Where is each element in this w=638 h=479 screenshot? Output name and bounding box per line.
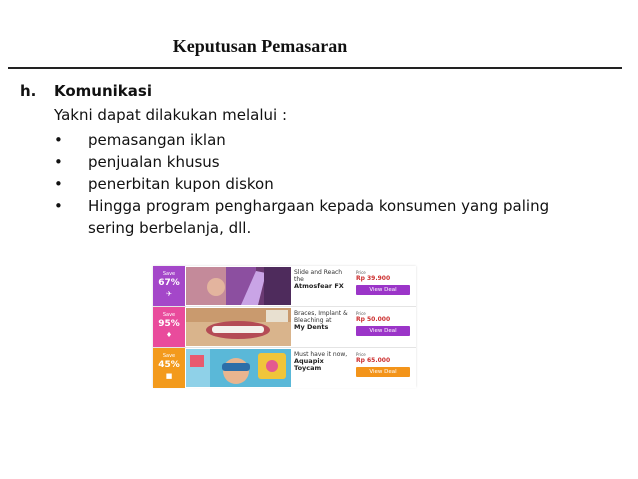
deal-row xyxy=(153,266,416,307)
save-badge: Save 45% ■ xyxy=(153,348,185,388)
camera-icon: ■ xyxy=(165,372,173,380)
title-divider xyxy=(8,67,622,69)
section-label: h. xyxy=(20,82,37,100)
deal-photo xyxy=(186,349,291,387)
deal-description: Braces, Implant & Bleaching at My Dents xyxy=(294,310,348,331)
view-deal-button: View Deal xyxy=(356,367,410,377)
deal-price-block: Price Rp 50.000 View Deal xyxy=(356,311,414,336)
deal-description: Must have it now, Aquapix Toycam xyxy=(294,351,348,372)
bullet-item: • pemasangan iklan xyxy=(54,131,226,149)
bullet-item: • Hingga program penghargaan kepada konsumen yang paling sering berbelanja, dll. xyxy=(54,197,550,237)
bullet-item: • penjualan khusus xyxy=(54,153,220,171)
deal-price-block: Price Rp 65.000 View Deal xyxy=(356,352,414,377)
deal-ad-image xyxy=(153,266,416,387)
deal-row xyxy=(153,348,416,388)
view-deal-button: View Deal xyxy=(356,285,410,295)
gift-icon: ✈ xyxy=(166,290,172,298)
bullet-item: • penerbitan kupon diskon xyxy=(54,175,274,193)
bullet-marker: • xyxy=(54,131,63,149)
page-title: Keputusan Pemasaran xyxy=(172,36,348,56)
section-heading xyxy=(20,82,152,100)
save-badge: Save 67% ✈ xyxy=(153,266,185,306)
deal-photo xyxy=(186,308,291,346)
deal-photo xyxy=(186,267,291,305)
bullet-marker: • xyxy=(54,197,63,215)
deal-row xyxy=(153,307,416,348)
bullet-marker: • xyxy=(54,175,63,193)
section-heading-text: Komunikasi xyxy=(54,82,152,100)
section-intro: Yakni dapat dilakukan melalui : xyxy=(54,106,288,124)
tooth-icon: ♦ xyxy=(165,331,173,339)
bullet-list xyxy=(54,129,574,239)
save-badge: Save 95% ♦ xyxy=(153,307,185,347)
view-deal-button: View Deal xyxy=(356,326,410,336)
deal-price-block: Price Rp 39.900 View Deal xyxy=(356,270,414,295)
deal-description: Slide and Reach the Atmosfear FX xyxy=(294,269,344,290)
bullet-marker: • xyxy=(54,153,63,171)
